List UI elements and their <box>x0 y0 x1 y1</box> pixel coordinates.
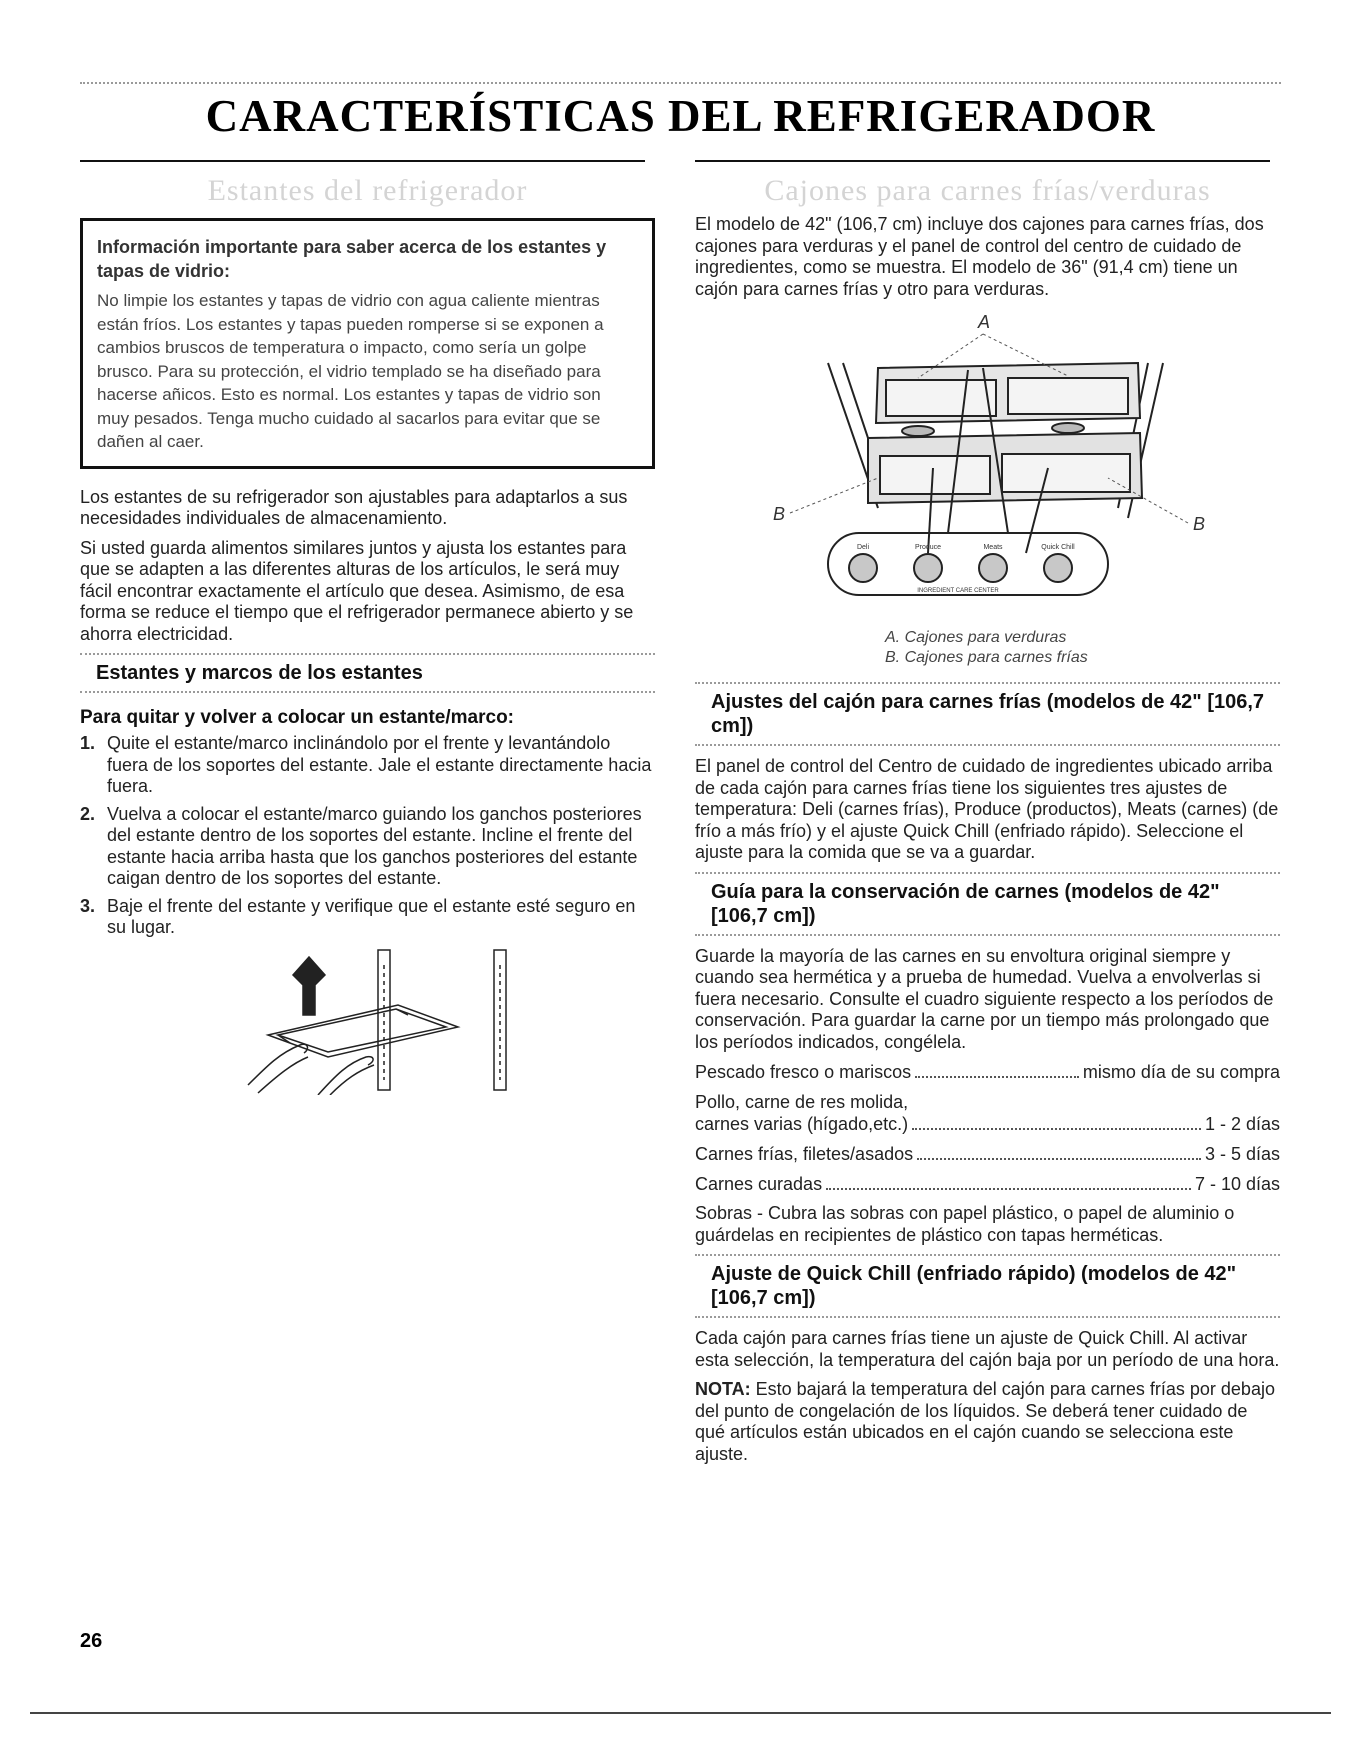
dot-leader <box>826 1173 1191 1190</box>
step-text: Baje el frente del estante y verifique que el estante esté seguro en su lugar. <box>107 895 636 937</box>
note-label: NOTA: <box>695 1379 751 1399</box>
step-item <box>80 804 655 890</box>
caption-a: A. Cajones para verduras <box>885 629 1067 646</box>
dotted-rule <box>695 872 1280 874</box>
storage-item: carnes varias (hígado,etc.) <box>695 1114 909 1134</box>
shelves-paragraph-2: Si usted guarda alimentos similares juntos y ajusta los estantes para que se adapten a las diferentes alturas de los artículos, le será muy fácil encontrar exactamente el artículo que desea. Asimismo, de esa forma se reduce el tiempo que el refrigerador permanece abierto y se ahorra electricidad. <box>80 537 634 644</box>
dotted-rule <box>695 744 1280 746</box>
step-text: Quite el estante/marco inclinándolo por el frente y levantándolo fuera de los soportes del estante. Jale el estante directamente hacia fuera. <box>107 733 652 796</box>
step-text: Vuelva a colocar el estante/marco guiando los ganchos posteriores del estante dentro de los soportes del estante. Incline el frente del estante hacia arriba hasta que los ganchos posteriores del estante caigan dentro de los soportes del estante. <box>107 803 642 888</box>
warning-text: No limpie los estantes y tapas de vidrio con agua caliente mientras están fríos. Los estantes y tapas pueden romperse si se exponen a cambios bruscos de temperatura o impacto, como sería un golpe brusco. Para su protección, el vidrio templado se ha diseñado para hacerse añicos. Esto es normal. Los estantes y tapas de vidrio son muy pesados. Tenga mucho cuidado al sacarlos para evitar que se dañen al caer. <box>97 291 604 451</box>
step-item <box>80 733 655 798</box>
storage-item: Carnes curadas <box>695 1174 823 1194</box>
page-number: 26 <box>80 1630 103 1652</box>
dot-leader <box>915 1061 1079 1078</box>
shelves-frames-subheading: Estantes y marcos de los estantes <box>96 662 423 684</box>
note-paragraph <box>695 1379 1280 1465</box>
storage-period: 3 - 5 días <box>1204 1144 1280 1164</box>
panel-label-produce: Produce <box>914 544 941 551</box>
shelves-section-heading: Estantes del refrigerador <box>207 174 528 207</box>
dot-leader <box>917 1143 1201 1160</box>
step-number: 3. <box>80 895 96 916</box>
panel-label-deli: Deli <box>856 544 869 551</box>
figure-label-b-right: B <box>1192 514 1205 534</box>
drawers-intro: El modelo de 42" (106,7 cm) incluye dos cajones para carnes frías, dos cajones para verduras y el panel de control del centro de cuidado de ingredientes, como se muestra. El modelo de 36" (91,4 cm) tiene un cajón para carnes frías y otro para verduras. <box>695 214 1264 299</box>
storage-row <box>695 1113 1280 1135</box>
step-number: 2. <box>80 803 96 824</box>
right-column <box>695 160 1280 1473</box>
drawers-section-heading: Cajones para carnes frías/verduras <box>764 174 1211 207</box>
leftovers-text: Sobras - Cubra las sobras con papel plástico, o papel de aluminio o guárdelas en recipientes de plástico con tapas herméticas. <box>695 1203 1235 1245</box>
figure-label-b-left: B <box>772 504 785 524</box>
dotted-rule <box>695 1254 1280 1256</box>
storage-row <box>695 1173 1280 1195</box>
shelf-removal-illustration <box>218 945 518 1095</box>
right-column-rule <box>695 160 1270 162</box>
dotted-rule <box>80 691 655 693</box>
storage-row <box>695 1143 1280 1165</box>
step-item <box>80 896 655 939</box>
quick-chill-heading: Ajuste de Quick Chill (enfriado rápido) (modelos de 42" [106,7 cm]) <box>711 1263 1237 1309</box>
page-title: CARACTERÍSTICAS DEL REFRIGERADOR <box>205 91 1156 141</box>
left-column-rule <box>80 160 645 162</box>
caption-b: B. Cajones para carnes frías <box>885 649 1088 666</box>
meat-storage-guide-heading: Guía para la conservación de carnes (modelos de 42" [106,7 cm]) <box>711 880 1220 927</box>
note-text: Esto bajará la temperatura del cajón para carnes frías por debajo del punto de congelación de los líquidos. Se deberá tener cuidado de qué artículos están ubicados en el cajón cuando se selecciona este ajuste. <box>695 1379 1275 1464</box>
meat-drawer-settings-text: El panel de control del Centro de cuidado de ingredientes ubicado arriba de cada cajón para carnes frías tiene los siguientes tres ajustes de temperatura: Deli (carnes frías), Produce (productos), Meats (carnes) (de frío a más frío) y el ajuste Quick Chill (enfriado rápido). Seleccione el ajuste para la comida que se va a guardar. <box>695 756 1279 862</box>
storage-period: 7 - 10 días <box>1194 1174 1280 1194</box>
dotted-rule <box>695 682 1280 684</box>
step-number: 1. <box>80 733 96 753</box>
dot-leader <box>912 1113 1201 1130</box>
storage-item: Carnes frías, filetes/asados <box>695 1144 914 1164</box>
meat-drawer-settings-heading: Ajustes del cajón para carnes frías (modelos de 42" [106,7 cm]) <box>711 691 1265 737</box>
bottom-rule <box>30 1712 1331 1714</box>
left-column <box>80 160 655 1095</box>
top-dotted-rule <box>80 82 1281 84</box>
glass-warning-box <box>80 218 655 469</box>
meat-storage-guide-text: Guarde la mayoría de las carnes en su envoltura original siempre y cuando sea hermética y a prueba de humedad. Vuelva a envolverlas si fuera necesario. Consulte el cuadro siguiente respecto a los períodos de conservación. Para guardar la carne por un tiempo más prolongado que los períodos indicados, congélela. <box>695 945 1274 1052</box>
panel-label-quick-chill: Quick Chill <box>1040 544 1075 551</box>
storage-period: 1 - 2 días <box>1204 1114 1280 1134</box>
crisper-drawers-illustration <box>768 308 1208 628</box>
dotted-rule <box>80 653 655 655</box>
storage-row-prefix: Pollo, carne de res molida, <box>695 1092 909 1112</box>
dotted-rule <box>695 1316 1280 1318</box>
steps-heading: Para quitar y volver a colocar un estante/marco: <box>80 707 515 728</box>
panel-label-meats: Meats <box>982 544 1003 551</box>
storage-row <box>695 1061 1280 1083</box>
steps-list <box>80 733 655 939</box>
storage-item: Pescado fresco o mariscos <box>695 1062 912 1082</box>
warning-title: Información importante para saber acerca de los estantes y tapas de vidrio: <box>97 237 607 281</box>
storage-period: mismo día de su compra <box>1082 1062 1280 1082</box>
shelves-paragraph-1: Los estantes de su refrigerador son ajustables para adaptarlos a sus necesidades individuales de almacenamiento. <box>80 486 628 528</box>
figure-label-a: A <box>977 312 990 332</box>
panel-caption: INGREDIENT CARE CENTER <box>916 588 999 594</box>
dotted-rule <box>695 934 1280 936</box>
quick-chill-text: Cada cajón para carnes frías tiene un ajuste de Quick Chill. Al activar esta selección, la temperatura del cajón baja por un período de una hora. <box>695 1328 1280 1370</box>
